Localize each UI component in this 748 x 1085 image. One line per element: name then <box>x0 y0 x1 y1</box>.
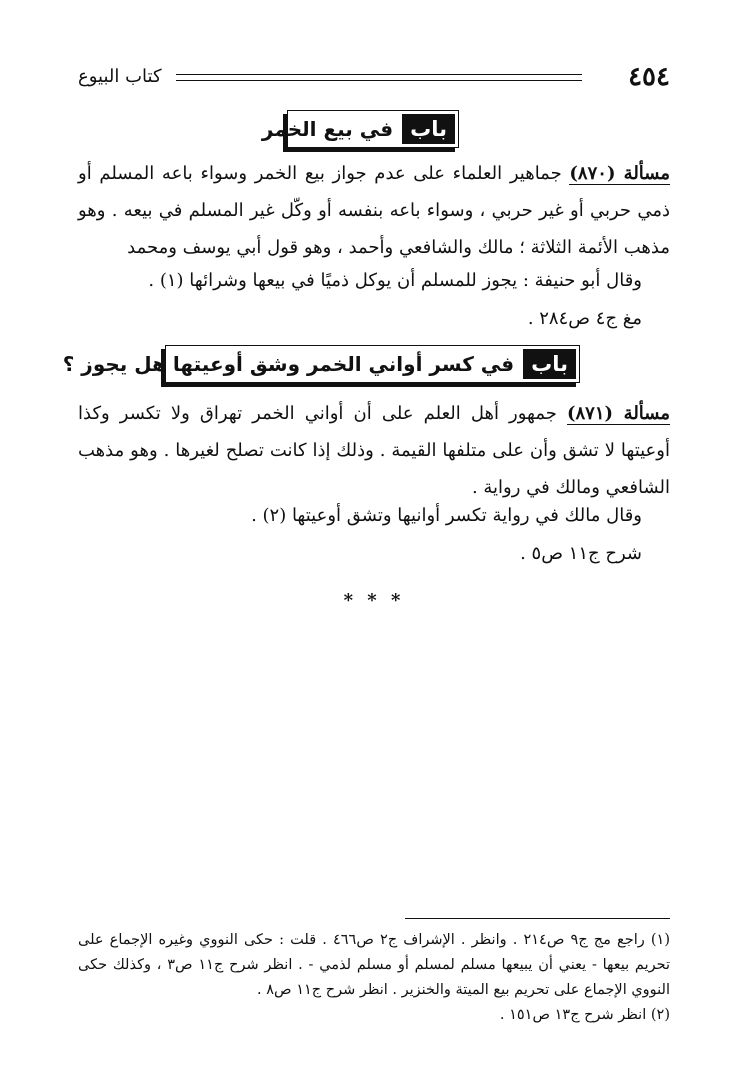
chapter-heading-wine-sale <box>261 110 459 148</box>
footnote-1: (١) راجع مج ج٩ ص٢١٤ . وانظر . الإشراف ج٢ ص٤٦٦ . قلت : حكى النووي وغيره الإجماع على تحريم بيعها - يعني أن يبيعها مسلم لمسلم أو مسلم لذمي - . انظر شرح ج١١ ص٣ ، وكذلك حكى النووي الإجماع على تحريم بيع الميتة والخنزير . انظر شرح ج١١ ص٨ . <box>78 932 671 998</box>
chapter-title: في بيع الخمر <box>261 117 394 141</box>
section-separator: * * * <box>343 590 405 611</box>
issue-870-reference: مغ ج٤ ص٢٨٤ . <box>527 308 642 329</box>
footnote-2: (٢) انظر شرح ج١٣ ص١٥١ . <box>499 1007 670 1023</box>
book-title: كتاب البيوع <box>78 66 162 87</box>
issue-871-paragraph <box>78 395 670 506</box>
issue-870-text: جماهير العلماء على عدم جواز بيع الخمر وسواء باعه المسلم أو ذمي حربي أو غير حربي ، وسواء باعه بنفسه أو وكّل غير المسلم في بيعه . وهو مذهب الأئمة الثلاثة ؛ مالك والشافعي وأحمد ، وهو قول أبي يوسف ومحمد <box>78 163 670 258</box>
page-header <box>78 62 670 92</box>
malik-paragraph: وقال مالك في رواية تكسر أوانيها وتشق أوعيتها (٢) . <box>251 505 642 526</box>
footnote-rule <box>405 918 670 919</box>
abu-hanifa-paragraph: وقال أبو حنيفة : يجوز للمسلم أن يوكل ذميًا في بيعها وشرائها (١) . <box>148 270 642 291</box>
issue-870-number: مسألة (٨٧٠) <box>569 163 670 184</box>
issue-870-paragraph <box>78 155 670 266</box>
header-rule <box>176 74 582 81</box>
chapter-title: في كسر أواني الخمر وشق أوعيتها هل يجوز ؟ <box>62 352 515 376</box>
page-number: ٤٥٤ <box>628 62 670 92</box>
chapter-label: باب <box>402 114 455 144</box>
footnotes <box>78 928 670 1028</box>
issue-871-text: جمهور أهل العلم على أن أواني الخمر تهراق ولا تكسر وكذا أوعيتها لا تشق وأن على متلفها القيمة . وذلك إذا كانت تصلح لغيرها . وهو مذهب الشافعي ومالك في رواية . <box>78 403 670 498</box>
issue-871-number: مسألة (٨٧١) <box>566 403 670 424</box>
chapter-heading-breaking-vessels <box>62 345 580 383</box>
issue-871-reference: شرح ج١١ ص٥ . <box>520 543 642 564</box>
chapter-label: باب <box>523 349 576 379</box>
